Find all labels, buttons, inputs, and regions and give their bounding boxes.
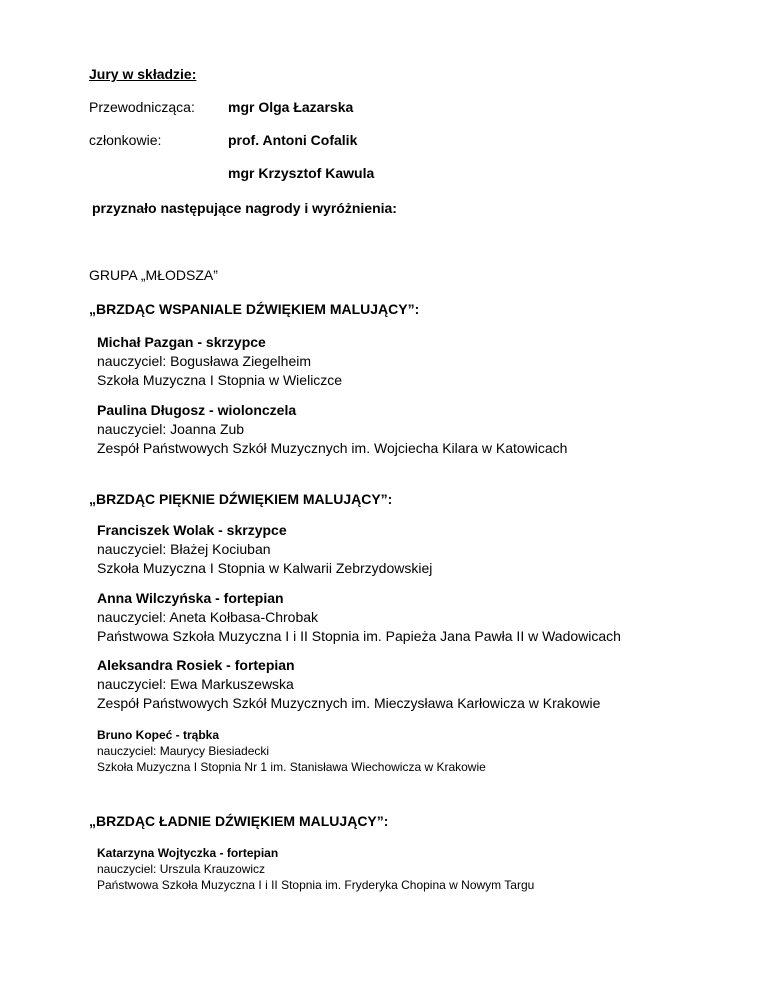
laureate-name: Aleksandra Rosiek - fortepian bbox=[97, 657, 295, 673]
group-title: GRUPA „MŁODSZA” bbox=[89, 267, 218, 283]
list-item bbox=[97, 845, 534, 893]
laureate-name: Katarzyna Wojtyczka - fortepian bbox=[97, 846, 279, 860]
list-item bbox=[97, 656, 600, 713]
chair-label: Przewodnicząca: bbox=[89, 99, 195, 115]
school: Szkoła Muzyczna I Stopnia w Wieliczce bbox=[97, 372, 343, 388]
teacher: nauczyciel: Aneta Kołbasa-Chrobak bbox=[97, 609, 319, 625]
school: Zespół Państwowych Szkół Muzycznych im. Wojciecha Kilara w Katowicach bbox=[97, 440, 568, 456]
chair-name: mgr Olga Łazarska bbox=[228, 99, 354, 115]
jury-member-1: prof. Antoni Cofalik bbox=[228, 132, 358, 148]
laureate-name: Michał Pazgan - skrzypce bbox=[97, 334, 266, 350]
jury-member-2: mgr Krzysztof Kawula bbox=[228, 165, 375, 181]
teacher: nauczyciel: Maurycy Biesiadecki bbox=[97, 744, 270, 758]
list-item bbox=[97, 521, 432, 578]
list-item bbox=[97, 333, 342, 390]
list-item bbox=[97, 589, 621, 646]
teacher: nauczyciel: Błażej Kociuban bbox=[97, 541, 271, 557]
awarded-statement: przyznało następujące nagrody i wyróżnienia: bbox=[92, 200, 397, 216]
teacher: nauczyciel: Ewa Markuszewska bbox=[97, 676, 294, 692]
school: Państwowa Szkoła Muzyczna I i II Stopnia im. Papieża Jana Pawła II w Wadowicach bbox=[97, 628, 621, 644]
school: Szkoła Muzyczna I Stopnia w Kalwarii Zebrzydowskiej bbox=[97, 560, 433, 576]
list-item bbox=[97, 727, 486, 775]
teacher: nauczyciel: Joanna Zub bbox=[97, 421, 245, 437]
teacher: nauczyciel: Urszula Krauzowicz bbox=[97, 862, 266, 876]
list-item bbox=[97, 401, 567, 458]
laureate-name: Bruno Kopeć - trąbka bbox=[97, 728, 220, 742]
category-title: „BRZDĄC ŁADNIE DŹWIĘKIEM MALUJĄCY”: bbox=[89, 813, 389, 829]
laureate-name: Anna Wilczyńska - fortepian bbox=[97, 590, 284, 606]
jury-heading: Jury w składzie: bbox=[89, 66, 197, 82]
category-title: „BRZDĄC WSPANIALE DŹWIĘKIEM MALUJĄCY”: bbox=[89, 301, 420, 317]
members-label: członkowie: bbox=[89, 132, 162, 148]
laureate-name: Franciszek Wolak - skrzypce bbox=[97, 522, 287, 538]
category-title: „BRZDĄC PIĘKNIE DŹWIĘKIEM MALUJĄCY”: bbox=[89, 491, 393, 507]
teacher: nauczyciel: Bogusława Ziegelheim bbox=[97, 353, 311, 369]
laureate-name: Paulina Długosz - wiolonczela bbox=[97, 402, 297, 418]
school: Szkoła Muzyczna I Stopnia Nr 1 im. Stanisława Wiechowicza w Krakowie bbox=[97, 760, 486, 774]
school: Państwowa Szkoła Muzyczna I i II Stopnia im. Fryderyka Chopina w Nowym Targu bbox=[97, 878, 535, 892]
school: Zespół Państwowych Szkół Muzycznych im. Mieczysława Karłowicza w Krakowie bbox=[97, 695, 601, 711]
